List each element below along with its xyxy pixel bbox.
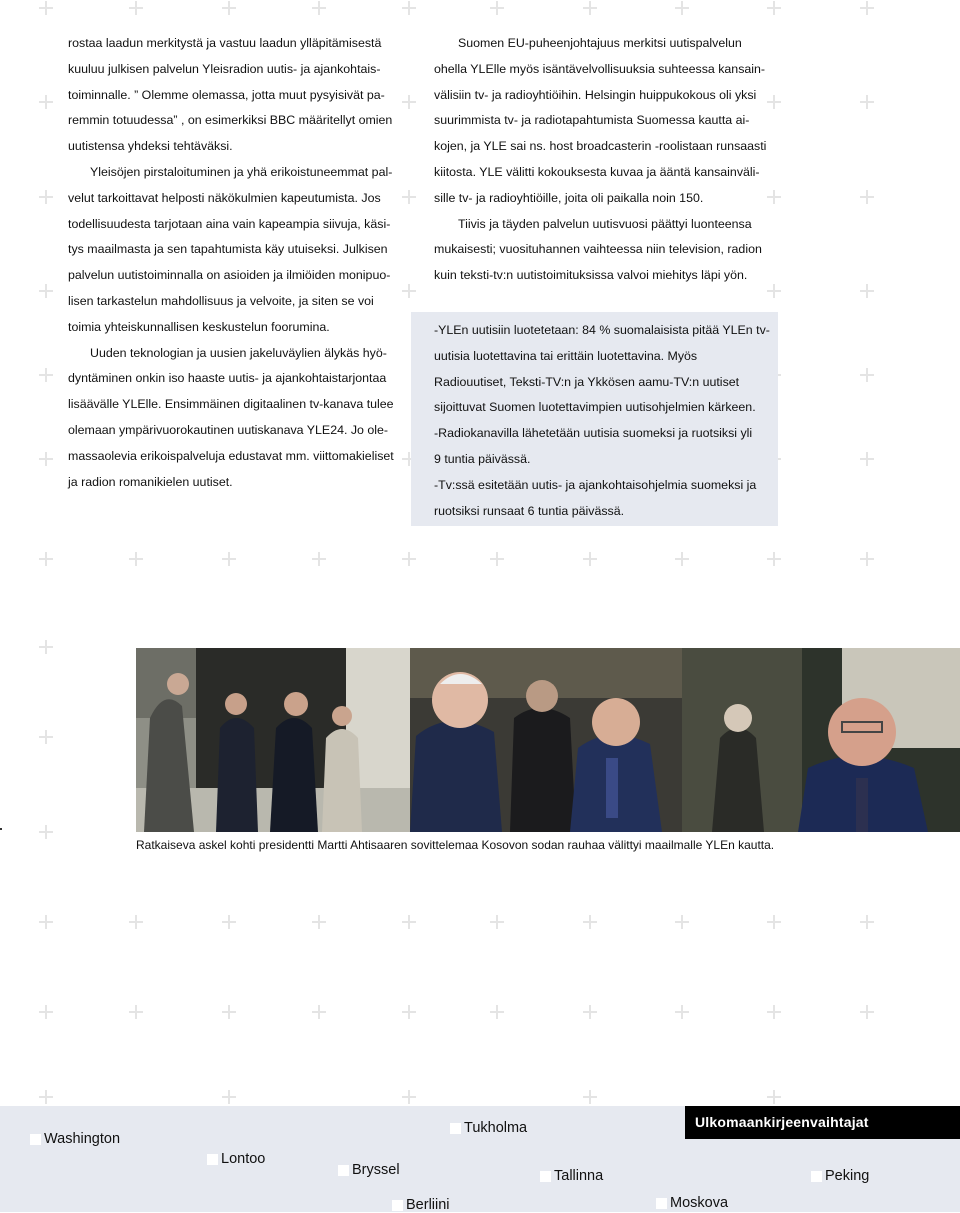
body-line: palvelun uutistoiminnalla on asioiden ja ilmiöiden monipuo- — [68, 268, 391, 283]
city-bryssel — [338, 1162, 400, 1178]
body-line: Uuden teknologian ja uusien jakeluväylien älykäs hyö- — [90, 345, 387, 360]
city-label: Lontoo — [221, 1151, 266, 1167]
photo-smiling-delegates — [410, 648, 682, 832]
fact-line: -YLEn uutisiin luotetetaan: 84 % suomalaisista pitää YLEn tv- — [434, 323, 770, 337]
body-line: ja radion romanikielen uutiset. — [68, 474, 233, 489]
body-line: tys maailmasta ja sen tapahtumista käy utuiseksi. Julkisen — [68, 242, 388, 257]
body-line: suurimmista tv- ja radiotapahtumista Suomessa kautta ai- — [434, 113, 750, 128]
photo-leaders-on-steps — [136, 648, 410, 832]
square-marker-icon — [540, 1171, 551, 1182]
body-line: lisen tarkastelun mahdollisuus ja velvoite, ja siten se voi — [68, 293, 374, 308]
body-line: massaolevia erikoispalveluja edustavat mm. viittomakieliset — [68, 448, 394, 463]
body-line: velut tarkoittavat helposti näkökulmien kapeutumista. Jos — [68, 190, 381, 205]
body-line: ohella YLElle myös isäntävelvollisuuksia suhteessa kansain- — [434, 61, 766, 76]
fact-box-text — [434, 318, 774, 524]
city-label: Washington — [44, 1131, 121, 1147]
square-marker-icon — [338, 1165, 349, 1176]
body-line: olemaan ympärivuorokautinen uutiskanava YLE24. Jo ole- — [68, 422, 389, 437]
body-line: sille tv- ja radioyhtiöille, joita oli paikalla noin 150. — [434, 190, 704, 205]
city-lontoo — [207, 1151, 265, 1167]
body-line: Yleisöjen pirstaloituminen ja yhä erikoistuneemmat pal- — [90, 164, 393, 179]
city-washington — [30, 1131, 120, 1147]
fact-box — [411, 312, 778, 526]
photo-strip — [136, 648, 960, 832]
city-tukholma — [450, 1120, 527, 1136]
city-label: Bryssel — [352, 1162, 400, 1178]
body-line: mukaisesti; vuosituhannen vaihteessa niin television, radion — [434, 242, 762, 257]
edge-mark — [0, 828, 2, 830]
body-line: todellisuudesta tarjotaan aina vain kapeampia siivuja, käsi- — [68, 216, 391, 231]
fact-line: 9 tuntia päivässä. — [434, 451, 531, 466]
fact-line: -Radiokanavilla lähetetään uutisia suomeksi ja ruotsiksi yli — [434, 426, 753, 441]
city-tallinna — [540, 1168, 603, 1184]
photo-ahtisaari-portrait — [682, 648, 960, 832]
body-line: remmin totuudessa” , on esimerkiksi BBC määritellyt omien — [68, 113, 393, 128]
fact-line: -Tv:ssä esitetään uutis- ja ajankohtaisohjelmia suomeksi ja — [434, 477, 757, 492]
right-text-column — [434, 31, 767, 289]
square-marker-icon — [450, 1123, 461, 1134]
body-line: lisäävälle YLElle. Ensimmäinen digitaalinen tv-kanava tulee — [68, 397, 394, 412]
photo-caption: Ratkaiseva askel kohti presidentti Martti Ahtisaaren sovittelemaa Kosovon sodan rauhaa välittyi maailmalle YLEn kautta. — [136, 838, 775, 852]
fact-line: sijoittuvat Suomen luotettavimpien uutisohjelmien kärkeen. — [434, 400, 756, 415]
city-label: Berliini — [406, 1197, 450, 1213]
square-marker-icon — [30, 1134, 41, 1145]
body-line: toimia yhteiskunnallisen keskustelun foorumina. — [68, 319, 330, 334]
city-berliini — [392, 1197, 450, 1213]
body-line: kiitosta. YLE välitti kokouksesta kuvaa ja ääntä kansainväli- — [434, 164, 760, 179]
body-line: Suomen EU-puheenjohtajuus merkitsi uutispalvelun — [458, 36, 742, 50]
fact-line: Radiouutiset, Teksti-TV:n ja Ykkösen aamu-TV:n uutiset — [434, 374, 740, 389]
square-marker-icon — [656, 1198, 667, 1209]
body-line: kuuluu julkisen palvelun Yleisradion uutis- ja ajankohtais- — [68, 61, 381, 76]
fact-line: uutisia luotettavina tai erittäin luotettavina. Myös — [434, 348, 698, 363]
band-title: Ulkomaankirjeenvaihtajat — [685, 1106, 960, 1139]
body-line: dyntäminen onkin iso haaste uutis- ja ajankohtaistarjontaa — [68, 371, 387, 386]
square-marker-icon — [811, 1171, 822, 1182]
body-line: uutistensa yhdeksi tehtäväksi. — [68, 139, 233, 154]
city-label: Peking — [825, 1168, 870, 1184]
city-label: Tukholma — [464, 1120, 528, 1136]
left-text-column — [68, 31, 398, 495]
city-moskova — [656, 1195, 728, 1211]
city-peking — [811, 1168, 869, 1184]
body-line: rostaa laadun merkitystä ja vastuu laadun ylläpitämisestä — [68, 36, 382, 50]
body-line: kuin teksti-tv:n uutistoimituksissa valvoi miehitys läpi yön. — [434, 268, 748, 283]
body-line: välisiin tv- ja radioyhtiöihin. Helsingin huippukokous oli yksi — [434, 87, 757, 102]
body-line: kojen, ja YLE sai ns. host broadcasterin -roolistaan runsaasti — [434, 139, 767, 154]
fact-line: ruotsiksi runsaat 6 tuntia päivässä. — [434, 503, 625, 518]
square-marker-icon — [392, 1200, 403, 1211]
body-line: Tiivis ja täyden palvelun uutisvuosi päättyi luonteensa — [458, 216, 752, 231]
body-line: toiminnalle. ” Olemme olemassa, jotta muut pysyisivät pa- — [68, 87, 385, 102]
square-marker-icon — [207, 1154, 218, 1165]
city-label: Tallinna — [554, 1168, 604, 1184]
city-label: Moskova — [670, 1195, 729, 1211]
